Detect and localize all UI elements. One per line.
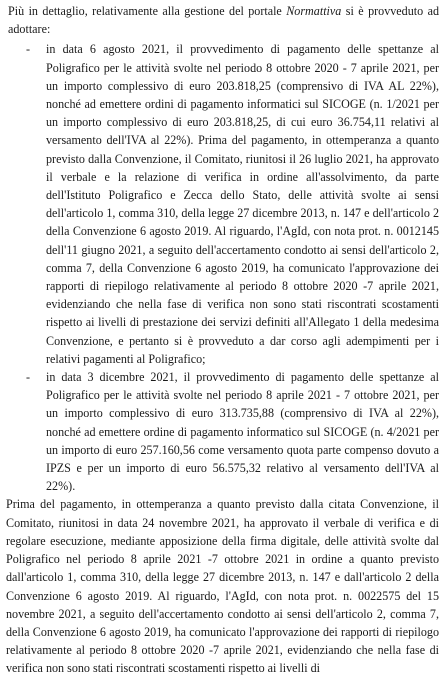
bullet-marker: - — [26, 370, 31, 385]
bullet-marker: - — [26, 42, 31, 57]
intro-before: Più in dettaglio, relativamente alla gestione del portale — [8, 4, 287, 18]
bullet-list — [6, 40, 439, 495]
intro-paragraph — [8, 2, 439, 38]
bullet-item — [6, 40, 439, 368]
bullet-item — [6, 368, 439, 495]
bullet-text: in data 6 agosto 2021, il provvedimento di pagamento delle spettanze al Poligrafico per le attività svolte nel periodo 8 ottobre 2020 - 7 aprile 2021, per un importo complessivo di euro 203.818,25 (comprensivo di IVA AL 22%), nonché ad emettere ordini di pagamento informatici sul SICOGE (n. 1/2021 per un importo complessivo di euro 203.818,25, di cui euro 36.754,11 relativi al versamento dell'IVA al 22%). Prima del pagamento, in ottemperanza a quanto previsto dalla Convenzione, il Comitato, riunitosi il 26 luglio 2021, ha approvato il verbale e la relazione di verifica in ordine all'assolvimento, da parte dell'Istituto Poligrafico e Zecca dello Stato, delle attività svolte ai sensi dell'articolo 1, comma 310, della legge 27 dicembre 2013, n. 147 e dell'articolo 2 della Convenzione 6 agosto 2019. Al riguardo, l'AgId, con nota prot. n. 0012145 dell'11 giugno 2021, a seguito dell'accertamento condotto ai sensi dell'articolo 2, comma 7, della Convenzione 6 agosto 2019, ha comunicato l'approvazione dei rapporti di riepilogo relativamente al periodo 8 ottobre 2020 -7 aprile 2021, evidenziando che nella fase di verifica non sono stati riscontrati scostamenti rispetto ai livelli di prestazione dei servizi definiti all'Allegato 1 della medesima Convenzione, e pertanto si è provveduto a dar corso agli adempimenti per i relativi pagamenti al Poligrafico; — [46, 42, 439, 366]
intro-italic: Normattiva — [286, 4, 342, 18]
bullet-text: in data 3 dicembre 2021, il provvedimento di pagamento delle spettanze al Poligrafico per le attività svolte nel periodo 8 aprile 2021 - 7 ottobre 2021, per un importo complessivo di euro 313.735,88 (comprensivo di IVA al 22%), nonché ad emettere ordine di pagamento informatico sul SICOGE (n. 4/2021 per un importo di euro 257.160,56 come versamento quota parte compenso dovuto a IPZS e per un importo di euro 56.575,32 relativo al versamento dell'IVA al 22%). — [46, 370, 439, 494]
closing-paragraph: Prima del pagamento, in ottemperanza a quanto previsto dalla citata Convenzione, il Comitato, riunitosi in data 24 novembre 2021, ha approvato il verbale di verifica e di regolare esecuzione, mediante apposizione della firma digitale, delle attività svolte dal Poligrafico nel periodo 8 aprile 2021 -7 ottobre 2021 in ordine a quanto previsto dall'articolo 1, comma 310, della legge 27 dicembre 2013, n. 147 e dall'articolo 2 della Convenzione 6 agosto 2019. Al riguardo, l'AgId, con nota prot. n. 0022575 del 15 novembre 2021, a seguito dell'accertamento condotto ai sensi dell'articolo 2, comma 7, della Convenzione 6 agosto 2019, ha comunicato l'approvazione dei rapporti di riepilogo relativamente al periodo 8 ottobre 2020 -7 aprile 2021, evidenziando che nella fase di verifica non sono stati riscontrati scostamenti rispetto ai livelli di — [6, 497, 439, 676]
intro-after: si è provveduto ad adottare: — [8, 4, 439, 37]
